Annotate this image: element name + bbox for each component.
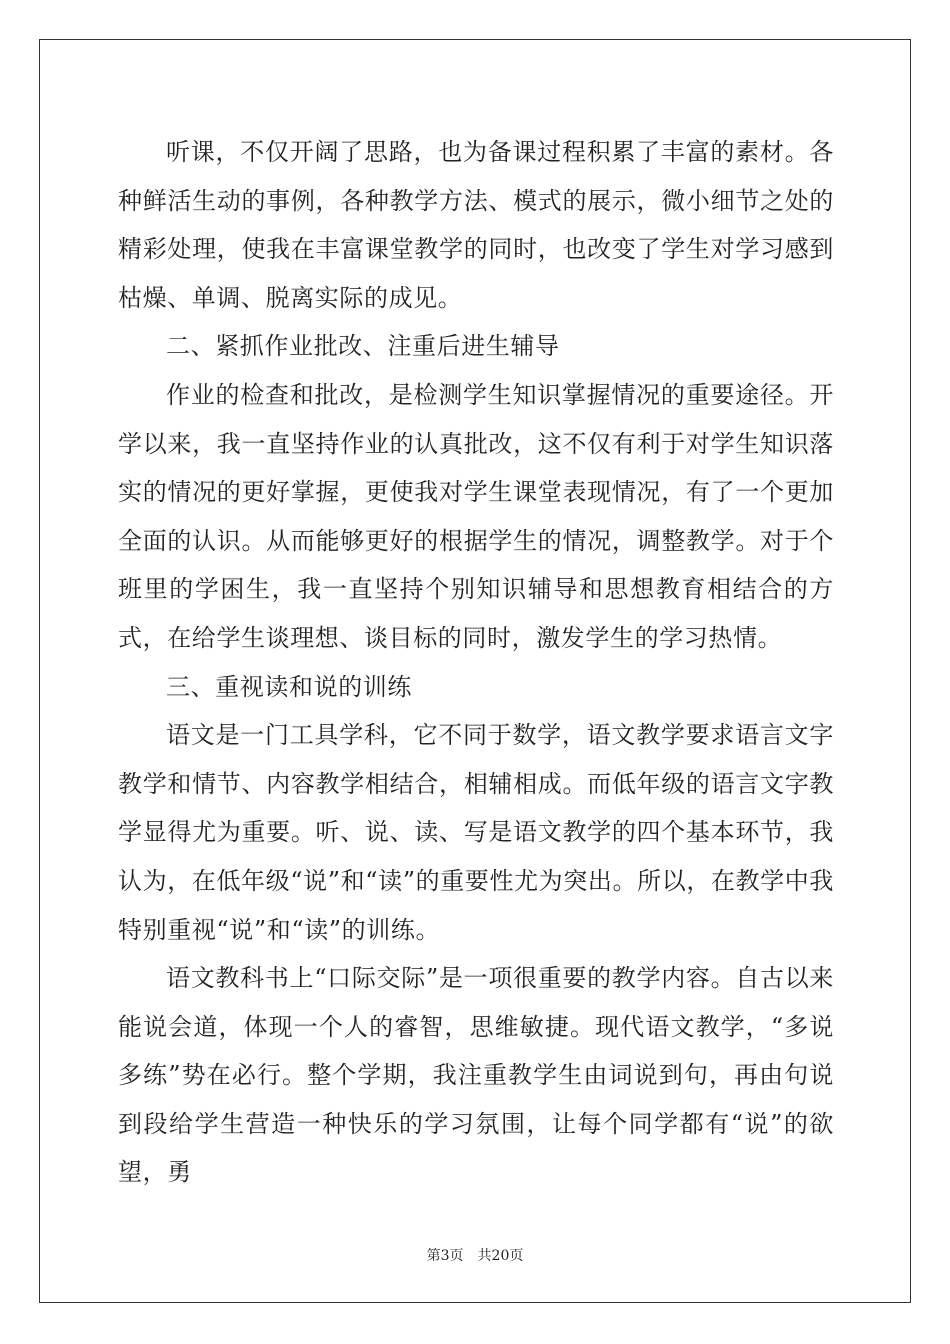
total-pages: 共20页 xyxy=(477,1248,524,1264)
page-footer xyxy=(0,1245,950,1265)
paragraph-listening: 听课，不仅开阔了思路，也为备课过程积累了丰富的素材。各种鲜活生动的事例，各种教学方法、模式的展示，微小细节之处的精彩处理，使我在丰富课堂教学的同时，也改变了学生对学习感到枯燥、单调、脱离实际的成见。 xyxy=(118,138,834,312)
document-body xyxy=(118,128,834,1197)
page-number: 第3页 xyxy=(426,1248,464,1264)
section-heading-reading-speaking: 三、重视读和说的训练 xyxy=(166,672,412,701)
paragraph-oral-communication: 语文教科书上“口际交际”是一项很重要的教学内容。自古以来能说会道，体现一个人的睿智，思维敏捷。现代语文教学，“多说多练”势在必行。整个学期，我注重教学生由词说到句，再由句说到段给学生营造一种快乐的学习氛围，让每个同学都有“说”的欲望，勇 xyxy=(118,964,834,1187)
section-heading-homework: 二、紧抓作业批改、注重后进生辅导 xyxy=(166,332,560,361)
paragraph-homework: 作业的检查和批改，是检测学生知识掌握情况的重要途径。开学以来，我一直坚持作业的认真批改，这不仅有利于对学生知识落实的情况的更好掌握，更使我对学生课堂表现情况，有了一个更加全面的认识。从而能够更好的根据学生的情况，调整教学。对于个班里的学困生，我一直坚持个别知识辅导和思想教育相结合的方式，在给学生谈理想、谈目标的同时，激发学生的学习热情。 xyxy=(118,380,834,652)
paragraph-chinese-subject: 语文是一门工具学科，它不同于数学，语文教学要求语言文字教学和情节、内容教学相结合，相辅相成。而低年级的语言文字教学显得尤为重要。听、说、读、写是语文教学的四个基本环节，我认为，在低年级“说”和“读”的重要性尤为突出。所以，在教学中我特别重视“说”和“读”的训练。 xyxy=(118,721,834,944)
